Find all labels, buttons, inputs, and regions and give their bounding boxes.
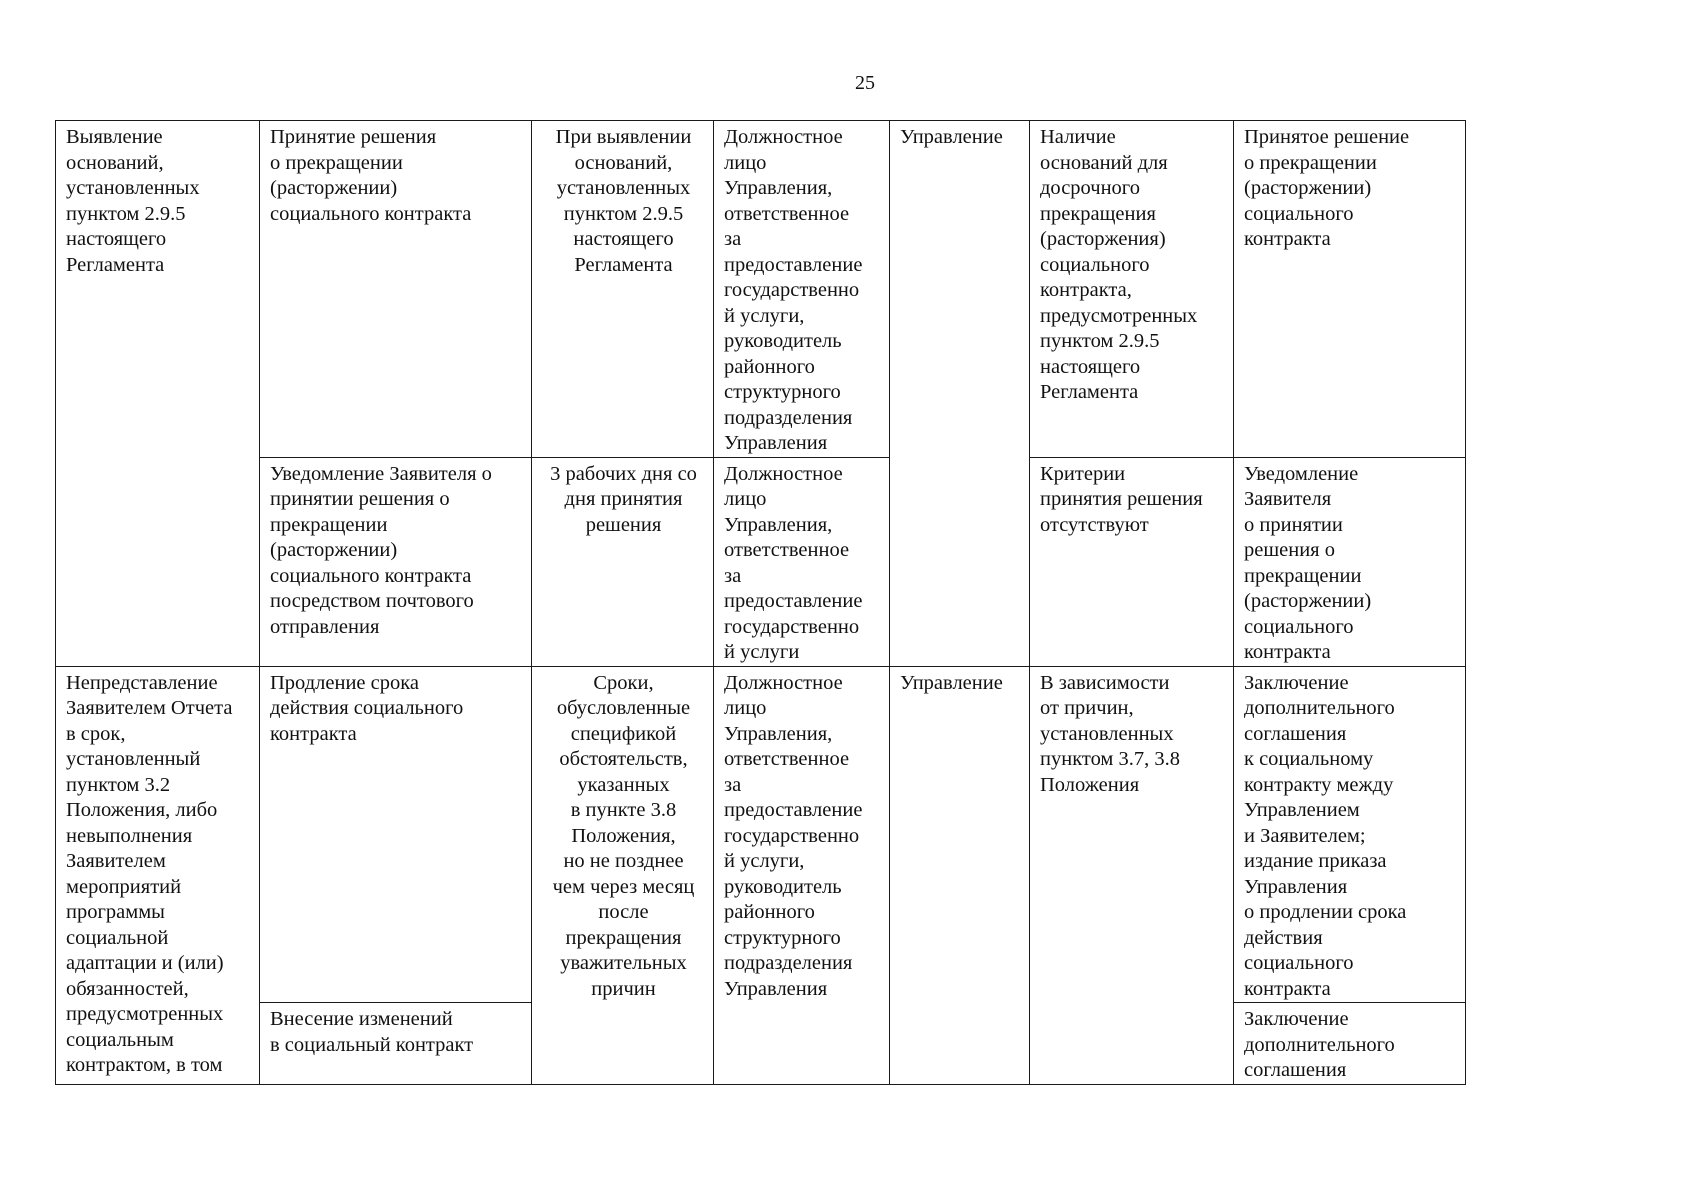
table-row [56, 666, 1466, 1003]
responsible-cell: Должностное лицо Управления, ответственное за предоставление государственно й услуги, руководитель районного структурного подразделения Управления [714, 666, 890, 1084]
place-cell: Управление [890, 121, 1030, 667]
place-cell: Управление [890, 666, 1030, 1084]
responsible-cell: Должностное лицо Управления, ответственное за предоставление государственно й услуги, руководитель районного структурного подразделения Управления [714, 121, 890, 458]
page-number: 25 [855, 72, 875, 94]
table-row [56, 121, 1466, 458]
result-cell: Уведомление Заявителя о принятии решения о прекращении (расторжении) социального контракта [1234, 457, 1466, 666]
result-cell: Принятое решение о прекращении (расторжении) социального контракта [1234, 121, 1466, 458]
action-cell: Внесение изменений в социальный контракт [260, 1003, 532, 1085]
responsible-cell: Должностное лицо Управления, ответственное за предоставление государственно й услуги [714, 457, 890, 666]
term-cell: Сроки, обусловленные спецификой обстоятельств, указанных в пункте 3.8 Положения, но не позднее чем через месяц после прекращения уважительных причин [532, 666, 714, 1084]
term-cell: При выявлении оснований, установленных пунктом 2.9.5 настоящего Регламента [532, 121, 714, 458]
term-cell: 3 рабочих дня со дня принятия решения [532, 457, 714, 666]
criteria-cell: В зависимости от причин, установленных пунктом 3.7, 3.8 Положения [1030, 666, 1234, 1084]
grounds-cell: Непредставление Заявителем Отчета в срок, установленный пунктом 3.2 Положения, либо невыполнения Заявителем мероприятий программы социальной адаптации и (или) обязанностей, предусмотренных социальным контрактом, в том [56, 666, 260, 1084]
action-cell: Принятие решения о прекращении (расторжении) социального контракта [260, 121, 532, 458]
criteria-cell: Критерии принятия решения отсутствуют [1030, 457, 1234, 666]
table-row [56, 457, 1466, 666]
result-cell: Заключение дополнительного соглашения [1234, 1003, 1466, 1085]
criteria-cell: Наличие оснований для досрочного прекращения (расторжения) социального контракта, предусмотренных пунктом 2.9.5 настоящего Регламента [1030, 121, 1234, 458]
action-cell: Уведомление Заявителя о принятии решения о прекращении (расторжении) социального контракта посредством почтового отправления [260, 457, 532, 666]
grounds-cell: Выявление оснований, установленных пунктом 2.9.5 настоящего Регламента [56, 121, 260, 667]
result-cell: Заключение дополнительного соглашения к социальному контракту между Управлением и Заявителем; издание приказа Управления о продлении срока действия социального контракта [1234, 666, 1466, 1003]
action-cell: Продление срока действия социального контракта [260, 666, 532, 1003]
procedure-table [55, 120, 1466, 1085]
